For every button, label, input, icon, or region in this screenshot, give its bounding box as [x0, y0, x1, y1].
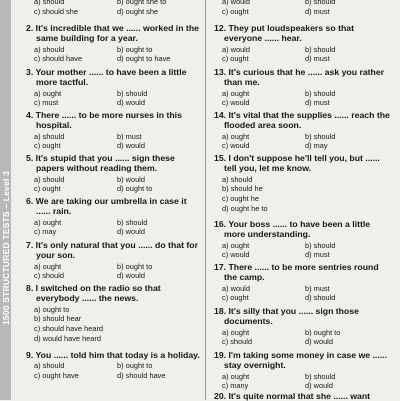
answer-option: a) ought to	[34, 304, 70, 314]
question-text: 8. I switched on the radio so that everybody ...... the news.	[26, 283, 161, 304]
question-item	[26, 153, 202, 194]
answer-option: d) would	[117, 141, 145, 151]
answer-option: a) ought	[222, 88, 250, 98]
answer-option: d) ought to	[117, 184, 153, 194]
answer-options	[26, 132, 202, 151]
answer-option: c) should have	[34, 54, 83, 64]
answer-option: c) ought	[222, 54, 249, 64]
answer-option: a) should	[34, 131, 65, 141]
answer-options	[214, 175, 390, 213]
question-item	[26, 350, 202, 381]
answer-options	[26, 361, 202, 380]
question-text: 18. It's silly that you ...... sign those documents.	[214, 306, 359, 327]
question-text: 19. I'm taking some money in case we ...... stay overnight.	[214, 350, 387, 371]
answer-option: d) ought to have	[117, 54, 171, 64]
answer-options	[214, 328, 390, 347]
answer-option: d) must	[305, 98, 330, 108]
answer-options	[214, 284, 390, 303]
question-item	[26, 110, 202, 151]
question-text: 17. There ...... to be more sentries round the camp.	[214, 262, 379, 283]
question-text: 3. Your mother ...... to have been a little more tactful.	[26, 67, 187, 88]
answer-option: b) should	[305, 0, 336, 6]
question-item	[214, 262, 390, 303]
answer-option: a) ought	[34, 217, 62, 227]
answer-options	[214, 89, 390, 108]
answer-option: a) ought	[222, 131, 250, 141]
answer-option: a) should	[34, 0, 65, 6]
answer-options	[214, 132, 390, 151]
question-item	[214, 0, 390, 16]
answer-option: a) would	[222, 283, 250, 293]
sidebar-title: 1500 STRUCTURED TESTS – Level 3	[0, 170, 11, 326]
question-item	[26, 283, 202, 343]
question-text: 7. It's only natural that you ...... do that for your son.	[26, 240, 198, 261]
answer-options	[26, 45, 202, 64]
answer-options	[26, 89, 202, 108]
answer-option: c) ought	[222, 293, 249, 303]
question-item	[214, 350, 390, 391]
answer-options	[214, 241, 390, 260]
answer-option: a) should	[34, 44, 65, 54]
answer-option: a) should	[34, 361, 65, 371]
question-text: 2. It's incredible that we ...... worked in the same building for a year.	[26, 23, 199, 44]
answer-option: c) should	[34, 271, 64, 281]
answer-option: d) should have	[117, 371, 166, 380]
answer-option: b) should he	[222, 184, 263, 194]
answer-option: b) should	[305, 371, 336, 381]
question-text: 14. It's vital that the supplies ...... reach the flooded area soon.	[214, 110, 390, 131]
answer-option: d) must	[305, 6, 330, 16]
question-item	[214, 219, 390, 260]
answer-option: a) should	[222, 174, 253, 184]
answer-option: b) ought to	[117, 44, 153, 54]
answer-options	[26, 218, 202, 237]
answer-options	[26, 0, 202, 16]
question-text: 4. There ...... to be more nurses in this hospital.	[26, 110, 182, 131]
answer-option: c) should have heard	[34, 324, 104, 333]
answer-options	[214, 0, 390, 16]
answer-option: b) must	[117, 131, 142, 141]
question-item	[214, 67, 390, 108]
answer-option: a) ought	[34, 88, 62, 98]
answer-option: b) should hear	[34, 314, 82, 324]
answer-option: c) should she	[34, 6, 78, 16]
answer-option: a) would	[222, 44, 250, 54]
question-text: 15. I don't suppose he'll tell you, but ...... tell you, let me know.	[214, 153, 380, 174]
answer-option: c) ought have	[34, 371, 79, 380]
answer-option: a) ought	[34, 261, 62, 271]
answer-option: a) ought	[222, 371, 250, 381]
question-item	[26, 0, 202, 16]
answer-option: c) should	[222, 337, 252, 347]
answer-option: a) should	[34, 174, 65, 184]
question-text: 16. Your boss ...... to have been a little more understanding.	[214, 219, 371, 240]
question-item	[26, 23, 202, 64]
question-text: 20. It's quite normal that she ...... want	[214, 391, 371, 401]
question-item	[214, 153, 390, 213]
question-text: 12. They put loudspeakers so that everyone ...... hear.	[214, 23, 355, 44]
answer-option: c) many	[222, 381, 249, 391]
question-text: 6. We are taking our umbrella in case it ...... rain.	[26, 196, 187, 217]
answer-option: d) would	[305, 381, 333, 391]
answer-option: d) should	[305, 293, 336, 303]
question-item	[214, 23, 390, 64]
answer-option: c) may	[34, 227, 57, 237]
answer-option: c) ought	[222, 6, 249, 16]
answer-option: d) ought he to	[222, 203, 268, 213]
answer-option: b) would	[117, 174, 145, 184]
answer-option: b) ought to	[305, 327, 341, 337]
answer-option: a) ought	[222, 327, 250, 337]
answer-option: d) may	[305, 141, 328, 151]
answer-option: c) ought	[34, 184, 61, 194]
answer-option: b) should	[305, 240, 336, 250]
question-item	[214, 306, 390, 347]
answer-option: b) should	[305, 131, 336, 141]
column-divider	[205, 0, 206, 400]
answer-option: d) would	[117, 98, 145, 108]
answer-option: b) should	[117, 217, 148, 227]
answer-option: a) ought	[222, 240, 250, 250]
question-text: 13. It's curious that he ...... ask you rather than me.	[214, 67, 385, 88]
answer-options	[214, 372, 390, 391]
question-item	[26, 240, 202, 281]
answer-option: d) must	[305, 250, 330, 260]
answer-options	[214, 45, 390, 64]
answer-option: d) must	[305, 54, 330, 64]
answer-option: c) would	[222, 141, 250, 151]
answer-option: b) should	[305, 88, 336, 98]
answer-option: d) would	[117, 271, 145, 281]
question-item	[214, 110, 390, 151]
answer-option: c) ought he	[222, 194, 259, 203]
answer-option: d) would	[117, 227, 145, 237]
answer-option: c) ought	[34, 141, 61, 151]
answer-option: c) would	[222, 98, 250, 108]
answer-option: b) ought to	[117, 361, 153, 371]
answer-options	[26, 175, 202, 194]
question-item	[26, 196, 202, 237]
answer-option: c) must	[34, 98, 59, 108]
question-text: 5. It's stupid that you ...... sign these papers without reading them.	[26, 153, 175, 174]
question-text: 9. You ...... told him that today is a holiday.	[26, 350, 200, 360]
answer-option: c) would	[222, 250, 250, 260]
answer-options	[26, 305, 202, 343]
answer-option: d) ought she	[117, 6, 159, 16]
answer-option: d) would	[305, 337, 333, 347]
answer-option: b) must	[305, 283, 330, 293]
answer-option: a) would	[222, 0, 250, 6]
answer-option: b) ought she to	[117, 0, 167, 6]
answer-options	[26, 262, 202, 281]
answer-option: b) should	[305, 44, 336, 54]
sidebar-strip	[0, 0, 11, 400]
answer-option: b) should	[117, 88, 148, 98]
answer-option: b) ought to	[117, 261, 153, 271]
answer-option: d) would have heard	[34, 333, 101, 343]
question-item	[26, 67, 202, 108]
